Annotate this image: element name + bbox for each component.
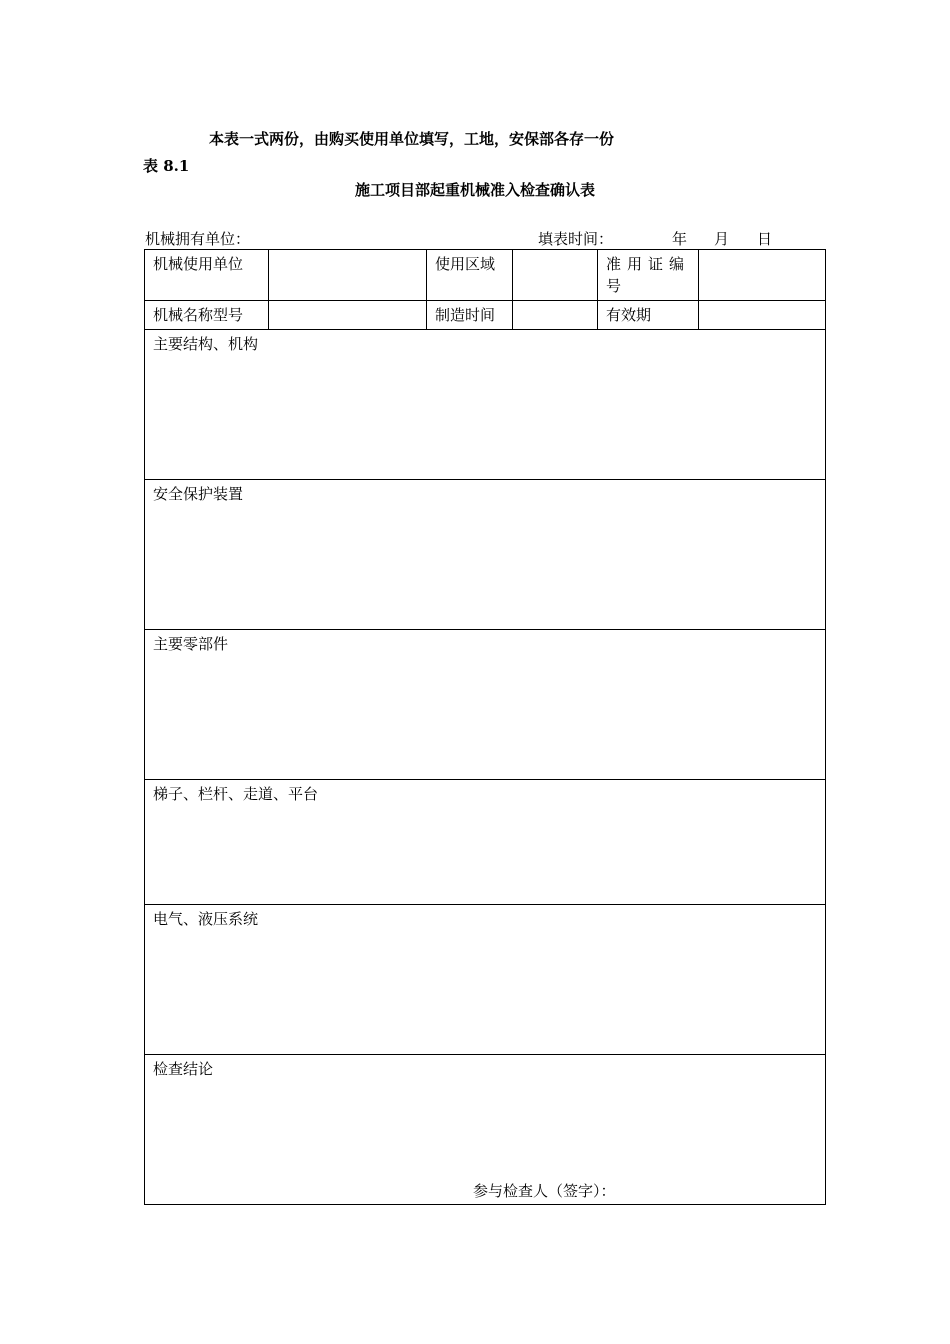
form-title: 施工项目部起重机械准入检查确认表 xyxy=(354,181,595,199)
table-row xyxy=(145,905,826,1055)
section-label: 梯子、栏杆、走道、平台 xyxy=(153,785,319,803)
table-row xyxy=(145,780,826,905)
owner-unit-label: 机械拥有单位： xyxy=(145,230,251,248)
table-row xyxy=(145,630,826,780)
table-row xyxy=(145,330,826,480)
section-safety-devices[interactable] xyxy=(145,480,826,630)
validity-label: 有效期 xyxy=(598,301,699,330)
table-row xyxy=(145,1055,826,1205)
form-notice: 本表一式两份，由购买使用单位填写，工地，安保部各存一份 xyxy=(209,130,615,148)
section-label: 主要零部件 xyxy=(153,635,229,653)
validity-value[interactable] xyxy=(699,301,826,330)
section-ladders-platforms[interactable] xyxy=(145,780,826,905)
use-unit-label: 机械使用单位 xyxy=(145,250,269,301)
section-main-structure[interactable] xyxy=(145,330,826,480)
section-label: 主要结构、机构 xyxy=(153,335,259,353)
manufacture-time-label: 制造时间 xyxy=(427,301,513,330)
section-label: 电气、液压系统 xyxy=(153,910,259,928)
section-main-parts[interactable] xyxy=(145,630,826,780)
name-model-label: 机械名称型号 xyxy=(145,301,269,330)
section-label: 检查结论 xyxy=(153,1060,214,1078)
year-label: 年 xyxy=(672,230,688,248)
table-row xyxy=(145,301,826,330)
manufacture-time-value[interactable] xyxy=(513,301,598,330)
name-model-value[interactable] xyxy=(269,301,427,330)
section-electrical-hydraulic[interactable] xyxy=(145,905,826,1055)
table-row xyxy=(145,480,826,630)
table-number: 表 8.1 xyxy=(143,157,190,175)
inspection-form-table xyxy=(144,249,826,1205)
signer-label: 参与检查人（签字）： xyxy=(473,1182,616,1200)
month-label: 月 xyxy=(714,230,730,248)
fill-time-label: 填表时间： xyxy=(538,230,614,248)
section-conclusion[interactable] xyxy=(145,1055,826,1205)
use-area-label: 使用区域 xyxy=(427,250,513,301)
permit-number-label: 准用证编号 xyxy=(598,250,699,301)
permit-number-value[interactable] xyxy=(699,250,826,301)
table-row xyxy=(145,250,826,301)
day-label: 日 xyxy=(757,230,773,248)
use-unit-value[interactable] xyxy=(269,250,427,301)
section-label: 安全保护装置 xyxy=(153,485,244,503)
use-area-value[interactable] xyxy=(513,250,598,301)
